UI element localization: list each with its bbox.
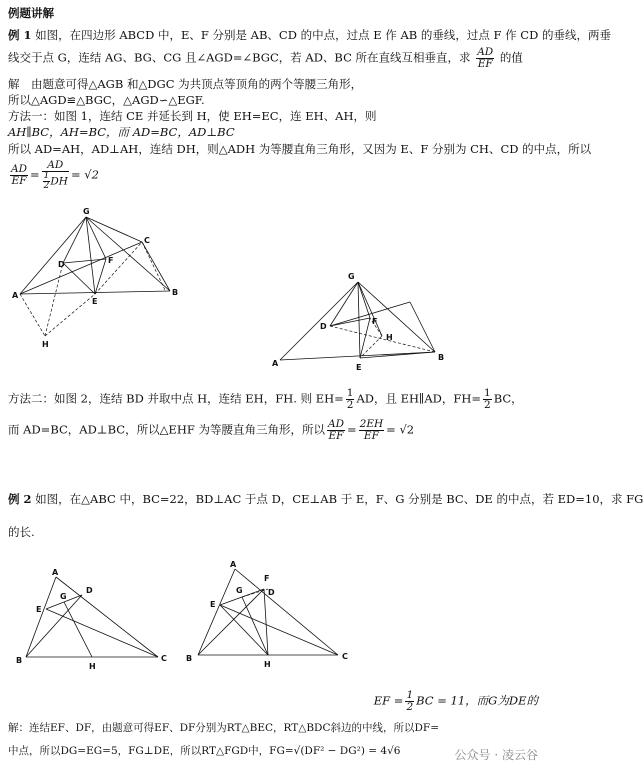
f1-D: D (58, 260, 65, 269)
ex1-line2 (8, 47, 523, 70)
f4-G: G (236, 586, 243, 595)
f2-F: F (372, 317, 378, 326)
ex2-line2: 的长. (8, 525, 35, 539)
ex1-text2b: 的值 (499, 50, 523, 65)
f3-C: C (161, 654, 167, 663)
figure-3 (10, 565, 180, 675)
ex1-m3: 所以 AD=AH，AD⊥AH，连结 DH，则△ADH 为等腰直角三角形，又因为 E、F 分别为 CH、CD 的中点，所以 (8, 142, 592, 156)
f4-E: E (210, 600, 216, 609)
ex1-text1: 如图，在四边形 ABCD 中，E、F 分别是 AB、CD 的中点，过点 E 作 AB 的垂线，过点 F 作 CD 的垂线，两垂 (35, 28, 611, 42)
ex2-text1: 如图，在△ABC 中，BC=22，BD⊥AC 于点 D，CE⊥AB 于 E，F、G 分别是 BC、DE 的中点，若 ED=10，求 FG (35, 492, 643, 506)
f1-C: C (144, 236, 150, 245)
f4-F: F (264, 574, 270, 583)
ex1-m1: 方法一：如图 1，连结 CE 并延长到 H，使 EH=EC，连 EH、AH，则 (8, 109, 377, 123)
f3-G: G (60, 592, 67, 601)
f1-B: B (172, 288, 179, 297)
ex2-right: EF = $\frac{1}{2}$ BC = 11，而G为DE的 (373, 689, 538, 713)
ex1-fraction: $\frac{AD}{EF}$ (477, 46, 494, 70)
ex1-label: 例 1 (8, 28, 32, 42)
f1-A: A (12, 291, 19, 300)
ex1-m6: 而 AD=BC，AD⊥BC，所以△EHF 为等腰直角三角形，所以 $\frac{AD}{EF}$ = $\frac{2EH}{EF}$ = √2 (8, 418, 415, 442)
f4-B: B (186, 654, 193, 663)
f3-E: E (36, 605, 42, 614)
f2-E: E (356, 363, 362, 372)
f2-G: G (348, 272, 355, 281)
figure-4 (180, 555, 360, 675)
ex1-sol1: 解 由题意可得△AGB 和△DGC 为共顶点等顶角的两个等腰三角形， (8, 77, 363, 91)
ex2-sol2: 中点，所以DG=EG=5，FG⊥DE，所以RT△FGD中，FG=√(DF² − DG²) = 4√6 (8, 745, 401, 757)
f2-B: B (438, 353, 445, 362)
f1-F: F (108, 256, 114, 265)
ex1-m5: 方法二：如图 2，连结 BD 并取中点 H，连结 EH，FH. 则 EH= $\frac{1}{2}$ AD，且 EH∥AD，FH= $\frac{1}{2}$ BC， (8, 387, 523, 411)
f3-A: A (52, 568, 59, 577)
f2-D: D (320, 322, 327, 331)
ex1-line1 (8, 28, 611, 42)
f1-H: H (42, 340, 49, 349)
figure-2 (270, 270, 455, 380)
ex1-m4: $\frac{AD}{EF}$ = AD $\frac{1}{2}$ DH = √2 (11, 159, 99, 191)
watermark: 公众号 · 凌云谷 (454, 748, 538, 762)
ex1-sol2: 所以△AGD≌△BGC，△AGD∽△EGF. (8, 93, 205, 107)
f3-B: B (16, 656, 23, 665)
f3-H: H (89, 662, 96, 671)
ex1-text2a: 线交于点 G，连结 AG、BG、CG 且∠AGD=∠BGC，若 AD、BC 所在直线互相垂直，求 (8, 50, 471, 65)
f2-H: H (386, 333, 393, 342)
f4-D: D (268, 588, 275, 597)
ex1-m2: AH∥BC，AH=BC，而 AD=BC，AD⊥BC (8, 125, 235, 139)
f3-D: D (86, 586, 93, 595)
f4-H: H (264, 660, 271, 669)
ex2-label: 例 2 (8, 492, 32, 506)
heading: 例题讲解 (8, 6, 54, 20)
ex2-line1 (8, 492, 643, 506)
f2-A: A (272, 359, 279, 368)
f4-A: A (230, 560, 237, 569)
f1-E: E (92, 297, 98, 306)
figure-1 (10, 205, 190, 355)
f1-G: G (83, 207, 90, 216)
f4-C: C (342, 652, 348, 661)
ex2-sol1: 解：连结EF、DF，由题意可得EF、DF分别为RT△BEC，RT△BDC斜边的中线，所以DF= (8, 722, 439, 734)
